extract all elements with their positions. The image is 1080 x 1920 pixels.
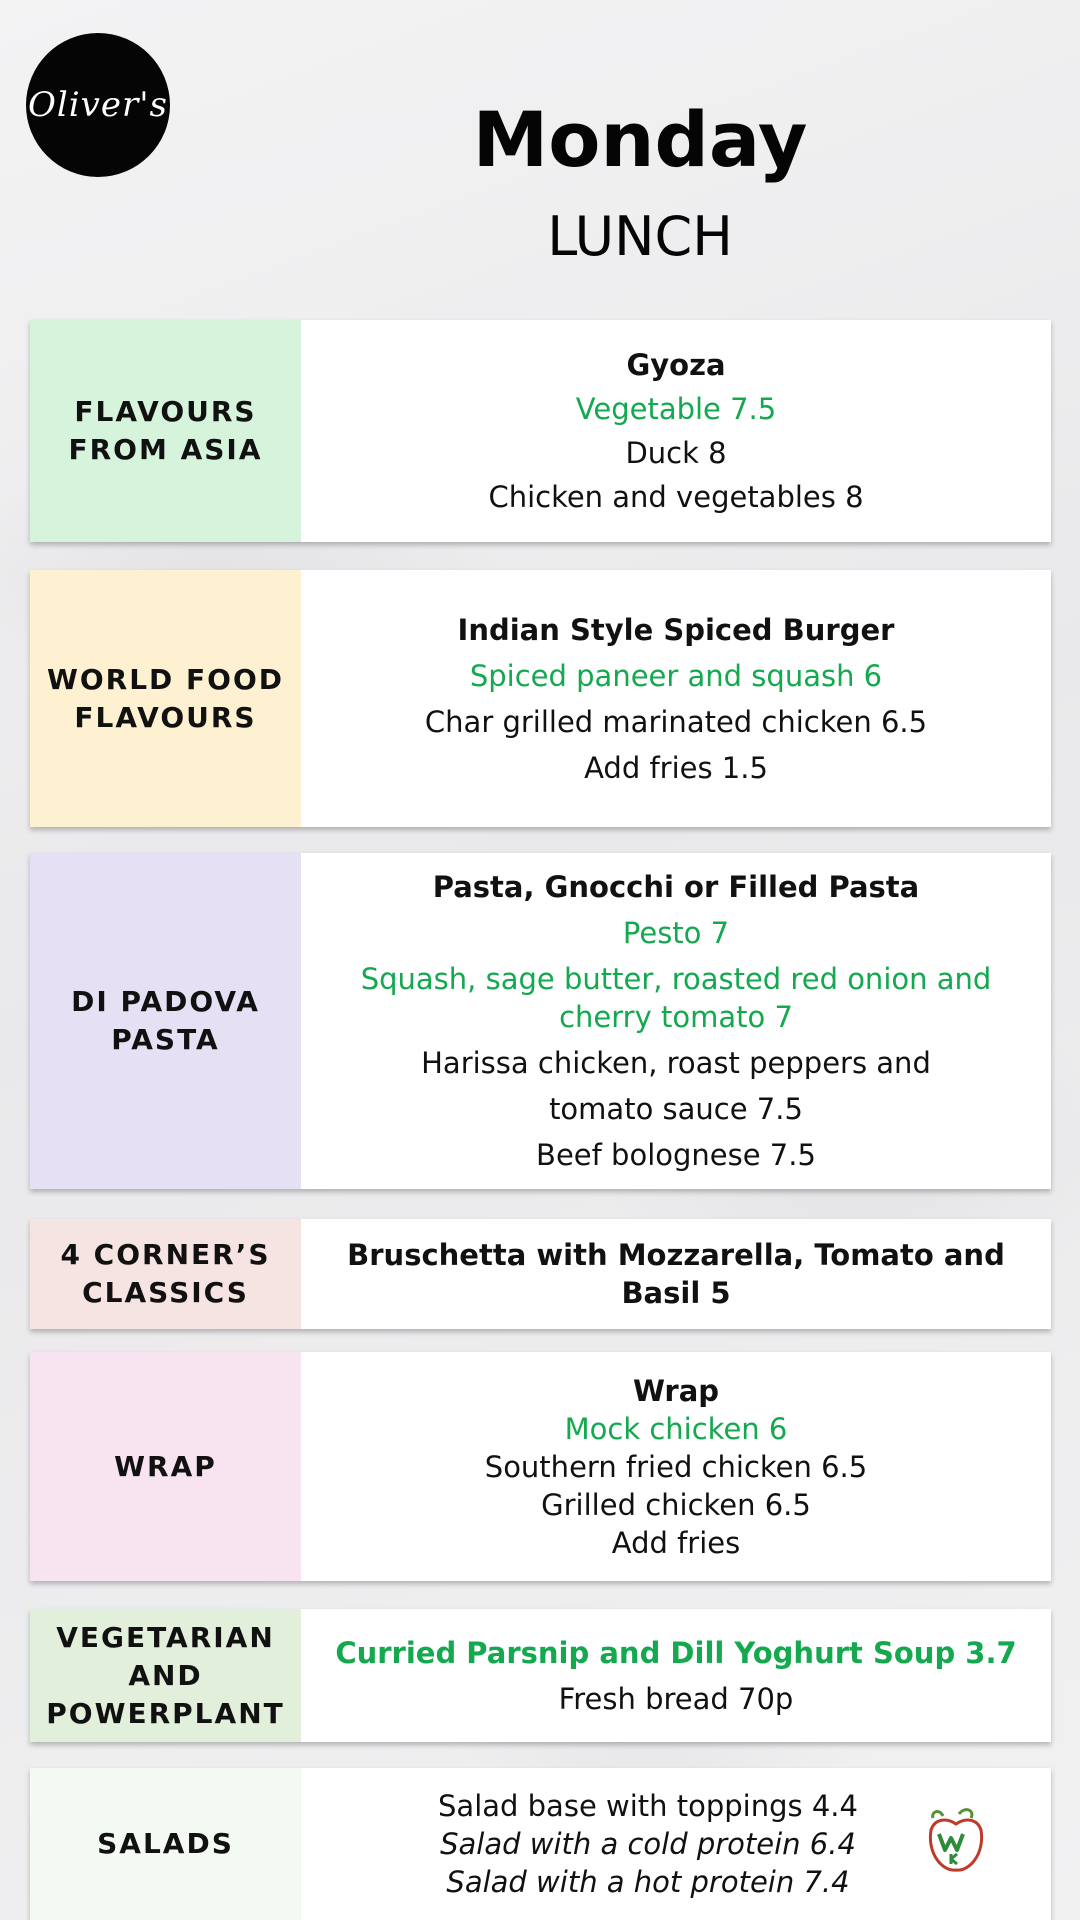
- menu-section-asia: [30, 320, 1051, 542]
- item-heading: Bruschetta with Mozzarella, Tomato and Basil 5: [347, 1238, 1005, 1310]
- category-label: WRAP: [30, 1352, 301, 1581]
- section-items: [301, 1609, 1051, 1742]
- menu-section-world: [30, 570, 1051, 827]
- item-heading: Gyoza: [626, 348, 726, 382]
- menu-item: Add fries 1.5: [584, 750, 768, 785]
- menu-item: Char grilled marinated chicken 6.5: [424, 704, 928, 739]
- waste-knot-logo-icon: [921, 1804, 991, 1874]
- menu-section-pasta: [30, 853, 1051, 1189]
- menu-item: Salad with a hot protein 7.4: [446, 1865, 850, 1899]
- day-title: Monday: [472, 95, 808, 184]
- menu-item: Grilled chicken 6.5: [541, 1487, 811, 1522]
- category-label: 4 CORNER’S CLASSICS: [30, 1219, 301, 1329]
- menu-item: Squash, sage butter, roasted red onion and cherry tomato 7: [360, 962, 992, 1034]
- item-heading: Curried Parsnip and Dill Yoghurt Soup 3.7: [335, 1635, 1017, 1670]
- section-items: [301, 1352, 1051, 1581]
- category-label: SALADS: [30, 1768, 301, 1920]
- category-label: FLAVOURS FROM ASIA: [30, 320, 301, 542]
- menu-item: Salad base with toppings 4.4: [438, 1789, 858, 1823]
- menu-section-veg: [30, 1609, 1051, 1742]
- menu-item: Duck 8: [625, 436, 727, 470]
- category-label: VEGETARIAN AND POWERPLANT: [30, 1609, 301, 1742]
- menu-item: Mock chicken 6: [564, 1411, 788, 1446]
- menu-item: Salad with a cold protein 6.4: [440, 1827, 856, 1861]
- section-items: [301, 320, 1051, 542]
- menu-item: Vegetable 7.5: [575, 392, 777, 426]
- section-items: [301, 570, 1051, 827]
- menu-item: Add fries: [611, 1525, 741, 1560]
- section-items: [301, 1219, 1051, 1329]
- item-heading: Pasta, Gnocchi or Filled Pasta: [432, 870, 920, 904]
- menu-item: Harissa chicken, roast peppers and: [421, 1046, 931, 1080]
- category-label: WORLD FOOD FLAVOURS: [30, 570, 301, 827]
- menu-section-salads: [30, 1768, 1051, 1920]
- menu-section-classics: [30, 1219, 1051, 1329]
- menu-item: Beef bolognese 7.5: [536, 1138, 816, 1172]
- menu-item: Southern fried chicken 6.5: [484, 1449, 868, 1484]
- category-label: DI PADOVA PASTA: [30, 853, 301, 1189]
- menu-section-wrap: [30, 1352, 1051, 1581]
- menu-item: Chicken and vegetables 8: [488, 480, 864, 514]
- meal-subtitle: LUNCH: [547, 205, 733, 268]
- item-heading: Wrap: [632, 1373, 720, 1408]
- menu-item: Spiced paneer and squash 6: [469, 658, 883, 693]
- section-items: [301, 853, 1051, 1189]
- menu-item: tomato sauce 7.5: [549, 1092, 803, 1126]
- menu-item: Pesto 7: [622, 916, 730, 950]
- olivers-logo: Oliver's: [26, 33, 170, 177]
- item-heading: Indian Style Spiced Burger: [457, 612, 895, 647]
- menu-item: Fresh bread 70p: [558, 1681, 794, 1716]
